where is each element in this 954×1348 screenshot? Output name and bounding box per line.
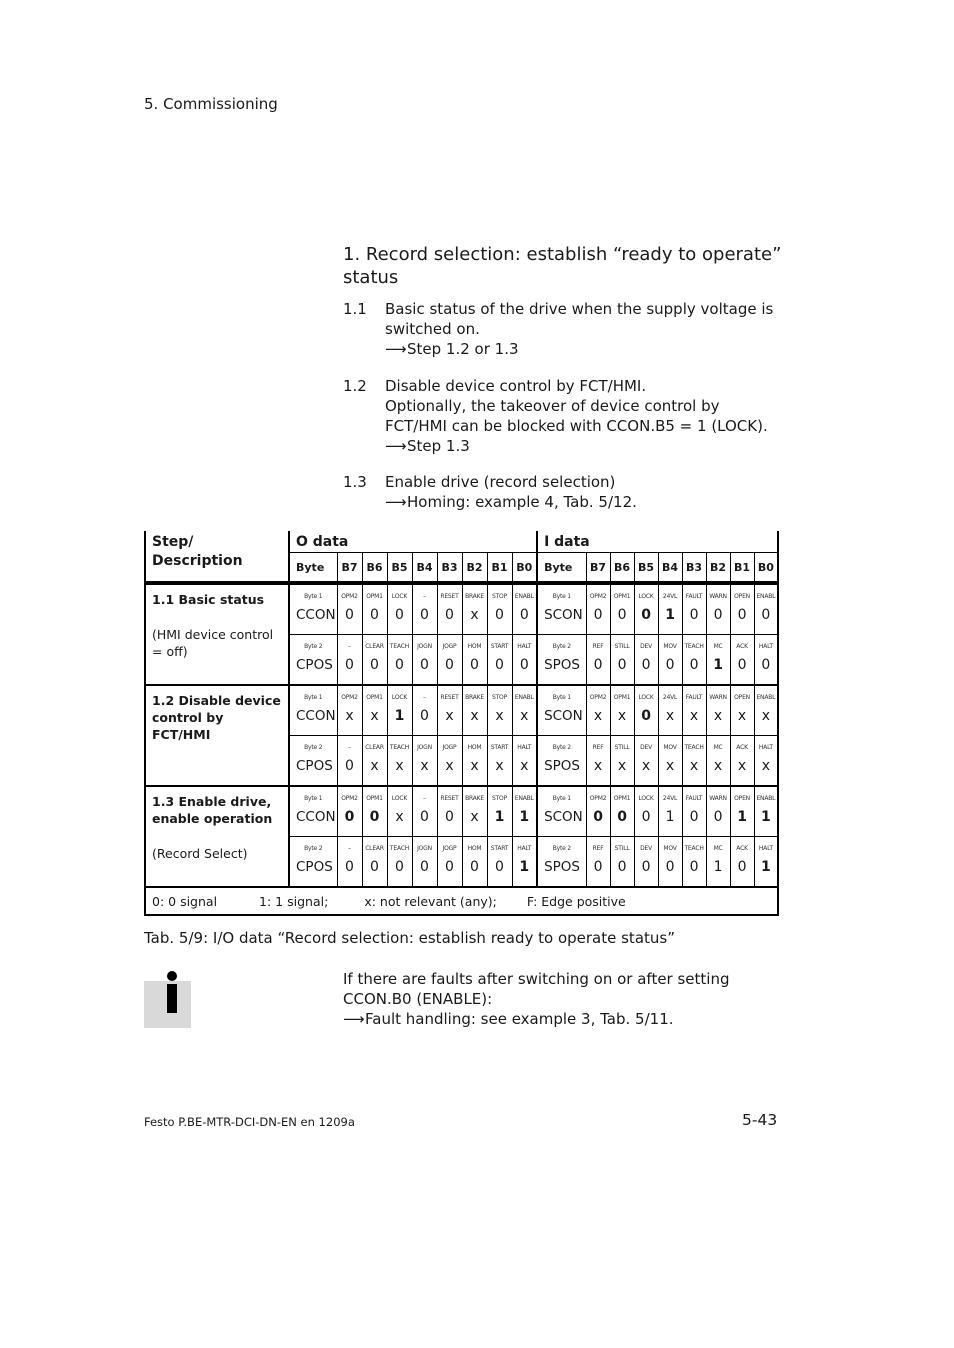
bit-signal-label: TEACH	[387, 635, 412, 658]
bit-value: x	[610, 708, 634, 736]
byte-label: Byte 2	[289, 635, 337, 658]
bit-signal-label: HOM	[462, 736, 487, 759]
bit-value: x	[730, 758, 754, 786]
bit-signal-label: DEV	[634, 837, 658, 860]
step-title: 1.1 Basic status	[152, 592, 265, 607]
bit-signal-label: MC	[706, 635, 730, 658]
register-name: CCON	[289, 708, 337, 736]
bit-signal-label: REF	[586, 635, 610, 658]
bit-signal-label: JOGP	[437, 837, 462, 860]
bit-signal-label: ACK	[730, 635, 754, 658]
bit-column-header: B4	[658, 553, 682, 584]
bit-signal-label: STILL	[610, 635, 634, 658]
bit-value: 0	[387, 859, 412, 887]
bit-value: 0	[487, 859, 512, 887]
byte-label: Byte 2	[289, 736, 337, 759]
step-description	[145, 583, 289, 685]
bit-value: x	[512, 758, 537, 786]
bit-signal-label: OPM1	[362, 786, 387, 809]
bit-signal-label: OPM2	[586, 583, 610, 607]
bit-signal-label: TEACH	[387, 736, 412, 759]
bit-signal-label: MOV	[658, 635, 682, 658]
bit-signal-label: JOGN	[412, 736, 437, 759]
bit-value: 0	[512, 657, 537, 685]
bit-value: 0	[754, 607, 778, 635]
bit-signal-label: OPEN	[730, 685, 754, 708]
bit-value: 0	[412, 657, 437, 685]
bit-value: 0	[730, 859, 754, 887]
bit-value: 0	[462, 657, 487, 685]
bit-value: x	[586, 708, 610, 736]
chapter-header: 5. Commissioning	[144, 95, 278, 113]
bit-column-header: B7	[586, 553, 610, 584]
legend-item: F: Edge positive	[526, 893, 626, 909]
step-description	[145, 786, 289, 887]
bit-value: 0	[634, 708, 658, 736]
bit-value: 0	[387, 607, 412, 635]
bit-value: 0	[706, 809, 730, 837]
bit-value: 0	[610, 859, 634, 887]
bit-value: 0	[412, 809, 437, 837]
bit-signal-label: OPM2	[337, 685, 362, 708]
bit-signal-label: ENABL	[754, 685, 778, 708]
bit-value: 0	[487, 657, 512, 685]
bit-signal-label: RESET	[437, 786, 462, 809]
bit-value: x	[412, 758, 437, 786]
register-name: CCON	[289, 809, 337, 837]
bit-value: 0	[610, 809, 634, 837]
step-description	[145, 685, 289, 786]
bit-signal-label: CLEAR	[362, 837, 387, 860]
bit-value: 0	[586, 809, 610, 837]
bit-value: x	[362, 708, 387, 736]
bit-value: 0	[610, 607, 634, 635]
bit-value: 1	[387, 708, 412, 736]
step-description-header: Step/ Description	[145, 531, 289, 583]
bit-signal-label: MC	[706, 736, 730, 759]
bit-signal-label: OPEN	[730, 786, 754, 809]
register-name: SPOS	[537, 657, 586, 685]
bit-signal-label: STILL	[610, 736, 634, 759]
bit-signal-label: WARN	[706, 685, 730, 708]
bit-signal-label: WARN	[706, 786, 730, 809]
register-name: SCON	[537, 607, 586, 635]
legend-row	[145, 887, 778, 915]
bit-signal-label: HALT	[512, 837, 537, 860]
bit-signal-label: BRAKE	[462, 583, 487, 607]
byte-label: Byte 1	[537, 583, 586, 607]
bit-signal-label: LOCK	[387, 786, 412, 809]
bit-value: 1	[512, 859, 537, 887]
bit-signal-label: BRAKE	[462, 786, 487, 809]
bit-value: x	[362, 758, 387, 786]
byte-label: Byte 1	[289, 786, 337, 809]
bit-value: 0	[586, 657, 610, 685]
step-1-3	[343, 472, 783, 512]
step-1-2	[343, 376, 783, 456]
bit-column-header: B5	[634, 553, 658, 584]
byte-label: Byte 2	[537, 837, 586, 860]
byte-label: Byte 1	[537, 786, 586, 809]
bit-value: 0	[362, 809, 387, 837]
bit-value: 0	[634, 657, 658, 685]
bit-value: 0	[362, 657, 387, 685]
step-text: Optionally, the takeover of device control by FCT/HMI can be blocked with CCON.B5 = 1 (LOCK).	[385, 397, 768, 435]
bit-value: 1	[487, 809, 512, 837]
bit-value: 0	[754, 657, 778, 685]
bit-signal-label: DEV	[634, 736, 658, 759]
bit-value: 1	[512, 809, 537, 837]
bit-value: 1	[730, 809, 754, 837]
arrow-icon: ⟶	[385, 493, 407, 511]
bit-signal-label: OPEN	[730, 583, 754, 607]
bit-value: 1	[754, 859, 778, 887]
bit-value: x	[387, 809, 412, 837]
step-title: 1.2 Disable device control by FCT/HMI	[152, 693, 281, 742]
bit-value: 0	[610, 657, 634, 685]
bit-signal-label: 24VL	[658, 685, 682, 708]
bit-value: x	[706, 758, 730, 786]
bit-signal-label: DEV	[634, 635, 658, 658]
byte-label: Byte 1	[289, 583, 337, 607]
bit-value: 0	[512, 607, 537, 635]
byte-label: Byte 1	[537, 685, 586, 708]
bit-column-header: B3	[437, 553, 462, 584]
bit-signal-label: OPM2	[586, 685, 610, 708]
register-name: SCON	[537, 809, 586, 837]
bit-signal-label: ENABL	[512, 583, 537, 607]
bit-signal-label: ENABL	[512, 685, 537, 708]
bit-signal-label: OPM1	[610, 583, 634, 607]
bit-signal-label: CLEAR	[362, 635, 387, 658]
bit-signal-label: MOV	[658, 736, 682, 759]
section-title: 1. Record selection: establish “ready to operate” status	[343, 244, 782, 288]
bit-value: 0	[634, 809, 658, 837]
bit-signal-label: 24VL	[658, 583, 682, 607]
bit-value: 0	[337, 758, 362, 786]
bit-value: 0	[362, 859, 387, 887]
bit-column-header: B1	[730, 553, 754, 584]
bit-value: x	[610, 758, 634, 786]
bit-value: x	[462, 708, 487, 736]
bit-signal-label: JOGP	[437, 736, 462, 759]
bit-signal-label: HALT	[754, 736, 778, 759]
legend-item: x: not relevant (any);	[364, 893, 497, 909]
bit-signal-label: REF	[586, 736, 610, 759]
bit-signal-label: TEACH	[682, 635, 706, 658]
bit-value: x	[512, 708, 537, 736]
bit-value: 0	[634, 607, 658, 635]
bit-value: x	[754, 758, 778, 786]
bit-value: 0	[412, 859, 437, 887]
bit-signal-label: JOGN	[412, 635, 437, 658]
bit-value: 1	[706, 657, 730, 685]
bit-value: 0	[586, 607, 610, 635]
bit-signal-label: MOV	[658, 837, 682, 860]
bit-signal-label: –	[412, 583, 437, 607]
bit-signal-label: CLEAR	[362, 736, 387, 759]
arrow-icon: ⟶	[385, 340, 407, 358]
bit-value: 0	[706, 607, 730, 635]
bit-column-header: B2	[706, 553, 730, 584]
bit-signal-label: –	[337, 736, 362, 759]
bit-column-header: B0	[512, 553, 537, 584]
bit-value: 1	[658, 809, 682, 837]
bit-signal-label: TEACH	[682, 837, 706, 860]
bit-value: 0	[412, 708, 437, 736]
bit-signal-label: START	[487, 736, 512, 759]
bit-signal-label: 24VL	[658, 786, 682, 809]
bit-value: 1	[658, 607, 682, 635]
bit-value: x	[658, 758, 682, 786]
bit-value: x	[730, 708, 754, 736]
bit-signal-label: STOP	[487, 786, 512, 809]
register-name: CPOS	[289, 859, 337, 887]
step-number: 1.3	[343, 473, 367, 491]
bit-value: 0	[682, 809, 706, 837]
bit-value: 0	[658, 657, 682, 685]
bit-value: x	[337, 708, 362, 736]
byte-label: Byte 2	[289, 837, 337, 860]
legend-item: 0: 0 signal	[152, 893, 218, 909]
bit-signal-label: OPM2	[337, 786, 362, 809]
bit-value: x	[634, 758, 658, 786]
bit-signal-label: TEACH	[387, 837, 412, 860]
bit-column-header: B7	[337, 553, 362, 584]
bit-column-header: B6	[610, 553, 634, 584]
byte-column-header: Byte	[537, 553, 586, 584]
bit-value: 0	[437, 859, 462, 887]
bit-signal-label: START	[487, 635, 512, 658]
bit-signal-label: ACK	[730, 736, 754, 759]
i-data-header: I data	[537, 531, 778, 553]
bit-value: 1	[706, 859, 730, 887]
step-arrow-text: Step 1.2 or 1.3	[407, 340, 519, 358]
byte-label: Byte 2	[537, 635, 586, 658]
bit-value: 0	[437, 607, 462, 635]
bit-signal-label: OPM1	[362, 583, 387, 607]
bit-value: x	[682, 758, 706, 786]
bit-value: 0	[730, 607, 754, 635]
byte-label: Byte 1	[289, 685, 337, 708]
bit-signal-label: RESET	[437, 685, 462, 708]
bit-column-header: B1	[487, 553, 512, 584]
footer-document-id: Festo P.BE-MTR-DCI-DN-EN en 1209a	[144, 1115, 355, 1129]
bit-signal-label: FAULT	[682, 786, 706, 809]
bit-signal-label: OPM1	[362, 685, 387, 708]
bit-value: 0	[412, 607, 437, 635]
step-1-1	[343, 299, 783, 359]
bit-value: 0	[337, 809, 362, 837]
step-title: 1.3 Enable drive, enable operation	[152, 794, 273, 826]
step-subtitle: (Record Select)	[152, 846, 248, 861]
step-text: Enable drive (record selection)	[385, 473, 616, 491]
register-name: CCON	[289, 607, 337, 635]
bit-column-header: B5	[387, 553, 412, 584]
bit-signal-label: FAULT	[682, 583, 706, 607]
bit-signal-label: ENABL	[754, 786, 778, 809]
register-name: SCON	[537, 708, 586, 736]
bit-signal-label: JOGN	[412, 837, 437, 860]
step-arrow-text: Homing: example 4, Tab. 5/12.	[407, 493, 637, 511]
bit-value: 0	[437, 657, 462, 685]
bit-value: 0	[462, 859, 487, 887]
step-subtitle: (HMI device control = off)	[152, 627, 274, 659]
bit-signal-label: ENABL	[512, 786, 537, 809]
bit-signal-label: BRAKE	[462, 685, 487, 708]
info-icon	[144, 971, 191, 1028]
step-number: 1.2	[343, 377, 367, 395]
bit-signal-label: HALT	[754, 837, 778, 860]
byte-label: Byte 2	[537, 736, 586, 759]
bit-value: 0	[337, 607, 362, 635]
bit-signal-label: START	[487, 837, 512, 860]
bit-value: x	[462, 809, 487, 837]
bit-signal-label: STOP	[487, 583, 512, 607]
bit-signal-label: ENABL	[754, 583, 778, 607]
io-data-table	[144, 531, 779, 916]
o-data-header: O data	[289, 531, 537, 553]
bit-signal-label: LOCK	[387, 685, 412, 708]
bit-signal-label: –	[337, 837, 362, 860]
bit-signal-label: RESET	[437, 583, 462, 607]
bit-signal-label: OPM1	[610, 786, 634, 809]
bit-signal-label: OPM1	[610, 685, 634, 708]
bit-value: 0	[586, 859, 610, 887]
step-text: Disable device control by FCT/HMI.	[385, 377, 647, 395]
bit-value: 0	[682, 657, 706, 685]
bit-signal-label: –	[337, 635, 362, 658]
bit-column-header: B6	[362, 553, 387, 584]
bit-signal-label: LOCK	[634, 583, 658, 607]
bit-value: x	[487, 758, 512, 786]
bit-signal-label: REF	[586, 837, 610, 860]
bit-value: x	[487, 708, 512, 736]
bit-signal-label: STILL	[610, 837, 634, 860]
bit-value: x	[462, 607, 487, 635]
bit-value: x	[437, 708, 462, 736]
arrow-icon: ⟶	[385, 437, 407, 455]
bit-value: x	[682, 708, 706, 736]
bit-value: x	[462, 758, 487, 786]
bit-value: x	[387, 758, 412, 786]
byte-column-header: Byte	[289, 553, 337, 584]
bit-value: 0	[437, 809, 462, 837]
note-line: If there are faults after switching on or after setting CCON.B0 (ENABLE):	[343, 970, 730, 1008]
bit-value: 0	[387, 657, 412, 685]
register-name: CPOS	[289, 657, 337, 685]
bit-signal-label: MC	[706, 837, 730, 860]
note-text	[343, 969, 783, 1029]
bit-signal-label: ACK	[730, 837, 754, 860]
bit-signal-label: JOGP	[437, 635, 462, 658]
register-name: SPOS	[537, 859, 586, 887]
page-number: 5-43	[742, 1111, 778, 1129]
bit-value: 0	[362, 607, 387, 635]
bit-column-header: B2	[462, 553, 487, 584]
bit-signal-label: FAULT	[682, 685, 706, 708]
bit-signal-label: HALT	[754, 635, 778, 658]
bit-signal-label: –	[412, 685, 437, 708]
bit-signal-label: HOM	[462, 837, 487, 860]
bit-signal-label: STOP	[487, 685, 512, 708]
step-arrow-text: Step 1.3	[407, 437, 470, 455]
bit-column-header: B0	[754, 553, 778, 584]
note-arrow-text: Fault handling: see example 3, Tab. 5/11.	[365, 1010, 674, 1028]
bit-value: 0	[337, 859, 362, 887]
bit-value: 0	[730, 657, 754, 685]
bit-signal-label: HALT	[512, 736, 537, 759]
bit-signal-label: WARN	[706, 583, 730, 607]
register-name: CPOS	[289, 758, 337, 786]
bit-value: 0	[682, 859, 706, 887]
register-name: SPOS	[537, 758, 586, 786]
bit-value: x	[658, 708, 682, 736]
bit-column-header: B4	[412, 553, 437, 584]
bit-signal-label: LOCK	[634, 786, 658, 809]
bit-signal-label: OPM2	[586, 786, 610, 809]
arrow-icon: ⟶	[343, 1010, 365, 1028]
bit-value: x	[437, 758, 462, 786]
bit-column-header: B3	[682, 553, 706, 584]
step-number: 1.1	[343, 300, 367, 318]
bit-value: 1	[754, 809, 778, 837]
bit-value: x	[586, 758, 610, 786]
step-text: Basic status of the drive when the supply voltage is switched on.	[385, 300, 774, 338]
bit-value: 0	[634, 859, 658, 887]
bit-signal-label: LOCK	[387, 583, 412, 607]
bit-value: 0	[487, 607, 512, 635]
bit-signal-label: TEACH	[682, 736, 706, 759]
bit-value: 0	[658, 859, 682, 887]
bit-value: 0	[337, 657, 362, 685]
bit-signal-label: –	[412, 786, 437, 809]
bit-value: x	[754, 708, 778, 736]
legend-item: 1: 1 signal;	[259, 893, 329, 909]
table-caption: Tab. 5/9: I/O data “Record selection: establish ready to operate status”	[144, 929, 675, 947]
bit-signal-label: HOM	[462, 635, 487, 658]
bit-value: 0	[682, 607, 706, 635]
bit-signal-label: HALT	[512, 635, 537, 658]
bit-value: x	[706, 708, 730, 736]
bit-signal-label: LOCK	[634, 685, 658, 708]
bit-signal-label: OPM2	[337, 583, 362, 607]
